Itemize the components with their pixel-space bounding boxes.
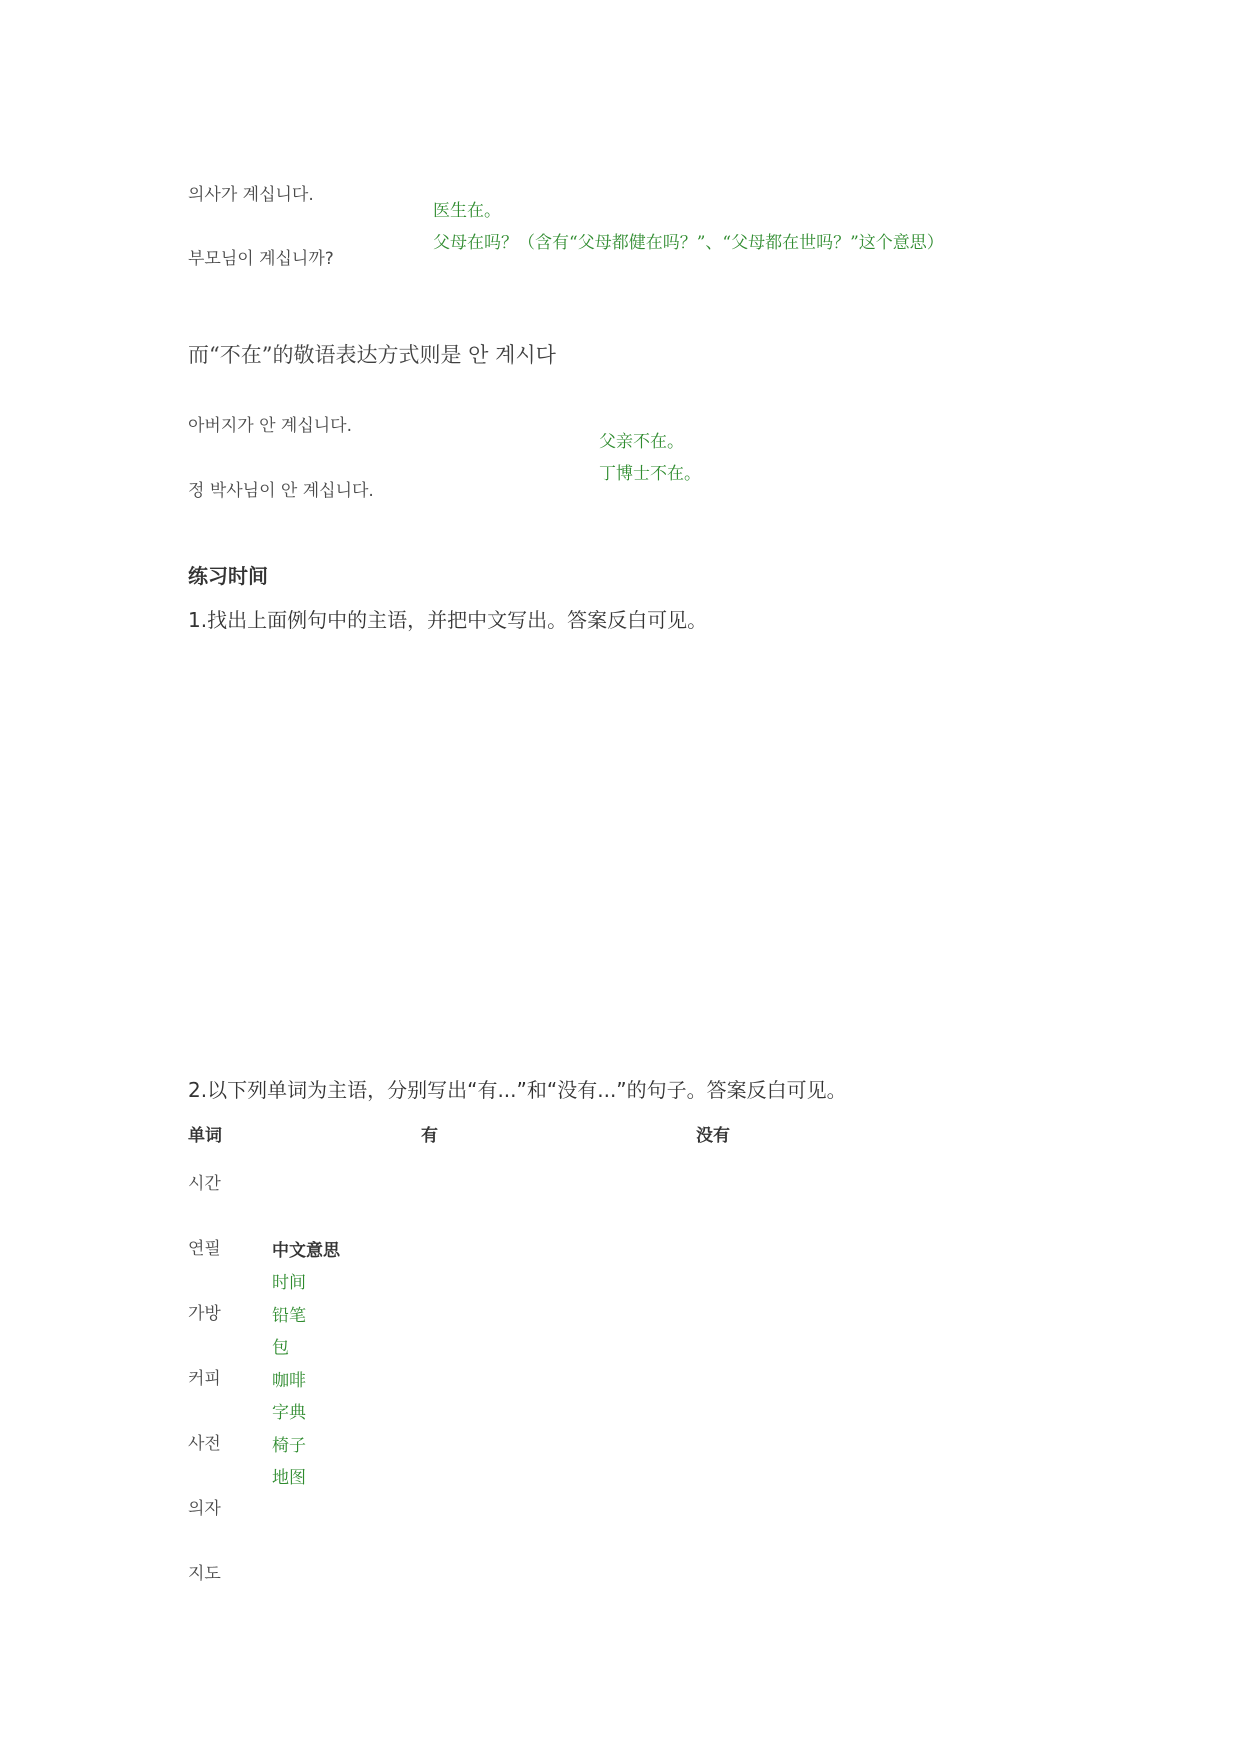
word-item: 시간 <box>188 1174 221 1194</box>
korean-example-4: 정 박사님이 안 계십니다. <box>188 481 374 501</box>
word-item: 연필 <box>188 1239 221 1259</box>
meaning-header: 中文意思 <box>272 1241 340 1261</box>
negative-form-heading: 而“不在”的敬语表达方式则是 안 계시다 <box>188 343 556 367</box>
chinese-translation-2: 父母在吗？（含有“父母都健在吗？”、“父母都在世吗？”这个意思） <box>433 233 944 253</box>
word-item: 의자 <box>188 1499 221 1519</box>
word-item: 커피 <box>188 1369 221 1389</box>
column-header-not-have: 没有 <box>696 1126 730 1146</box>
word-item: 가방 <box>188 1304 221 1324</box>
korean-example-2: 부모님이 계십니까? <box>188 249 334 269</box>
practice-question-2: 2.以下列单词为主语，分别写出“有...”和“没有...”的句子。答案反白可见。 <box>188 1078 847 1102</box>
meaning-item: 铅笔 <box>272 1306 306 1326</box>
meaning-item: 时间 <box>272 1273 306 1293</box>
column-header-have: 有 <box>421 1126 438 1146</box>
meaning-item: 咖啡 <box>272 1371 306 1391</box>
chinese-translation-4: 丁博士不在。 <box>599 464 701 484</box>
practice-title: 练习时间 <box>188 564 268 588</box>
korean-example-1: 의사가 계십니다. <box>188 185 314 205</box>
korean-example-3: 아버지가 안 계십니다. <box>188 416 353 436</box>
column-header-word: 单词 <box>188 1126 222 1146</box>
meaning-item: 地图 <box>272 1468 306 1488</box>
chinese-translation-3: 父亲不在。 <box>599 432 684 452</box>
meaning-item: 包 <box>272 1338 289 1358</box>
chinese-translation-1: 医生在。 <box>433 201 501 221</box>
meaning-item: 椅子 <box>272 1436 306 1456</box>
meaning-item: 字典 <box>272 1403 306 1423</box>
practice-question-1: 1.找出上面例句中的主语，并把中文写出。答案反白可见。 <box>188 608 708 632</box>
word-item: 지도 <box>188 1564 221 1584</box>
word-item: 사전 <box>188 1434 221 1454</box>
